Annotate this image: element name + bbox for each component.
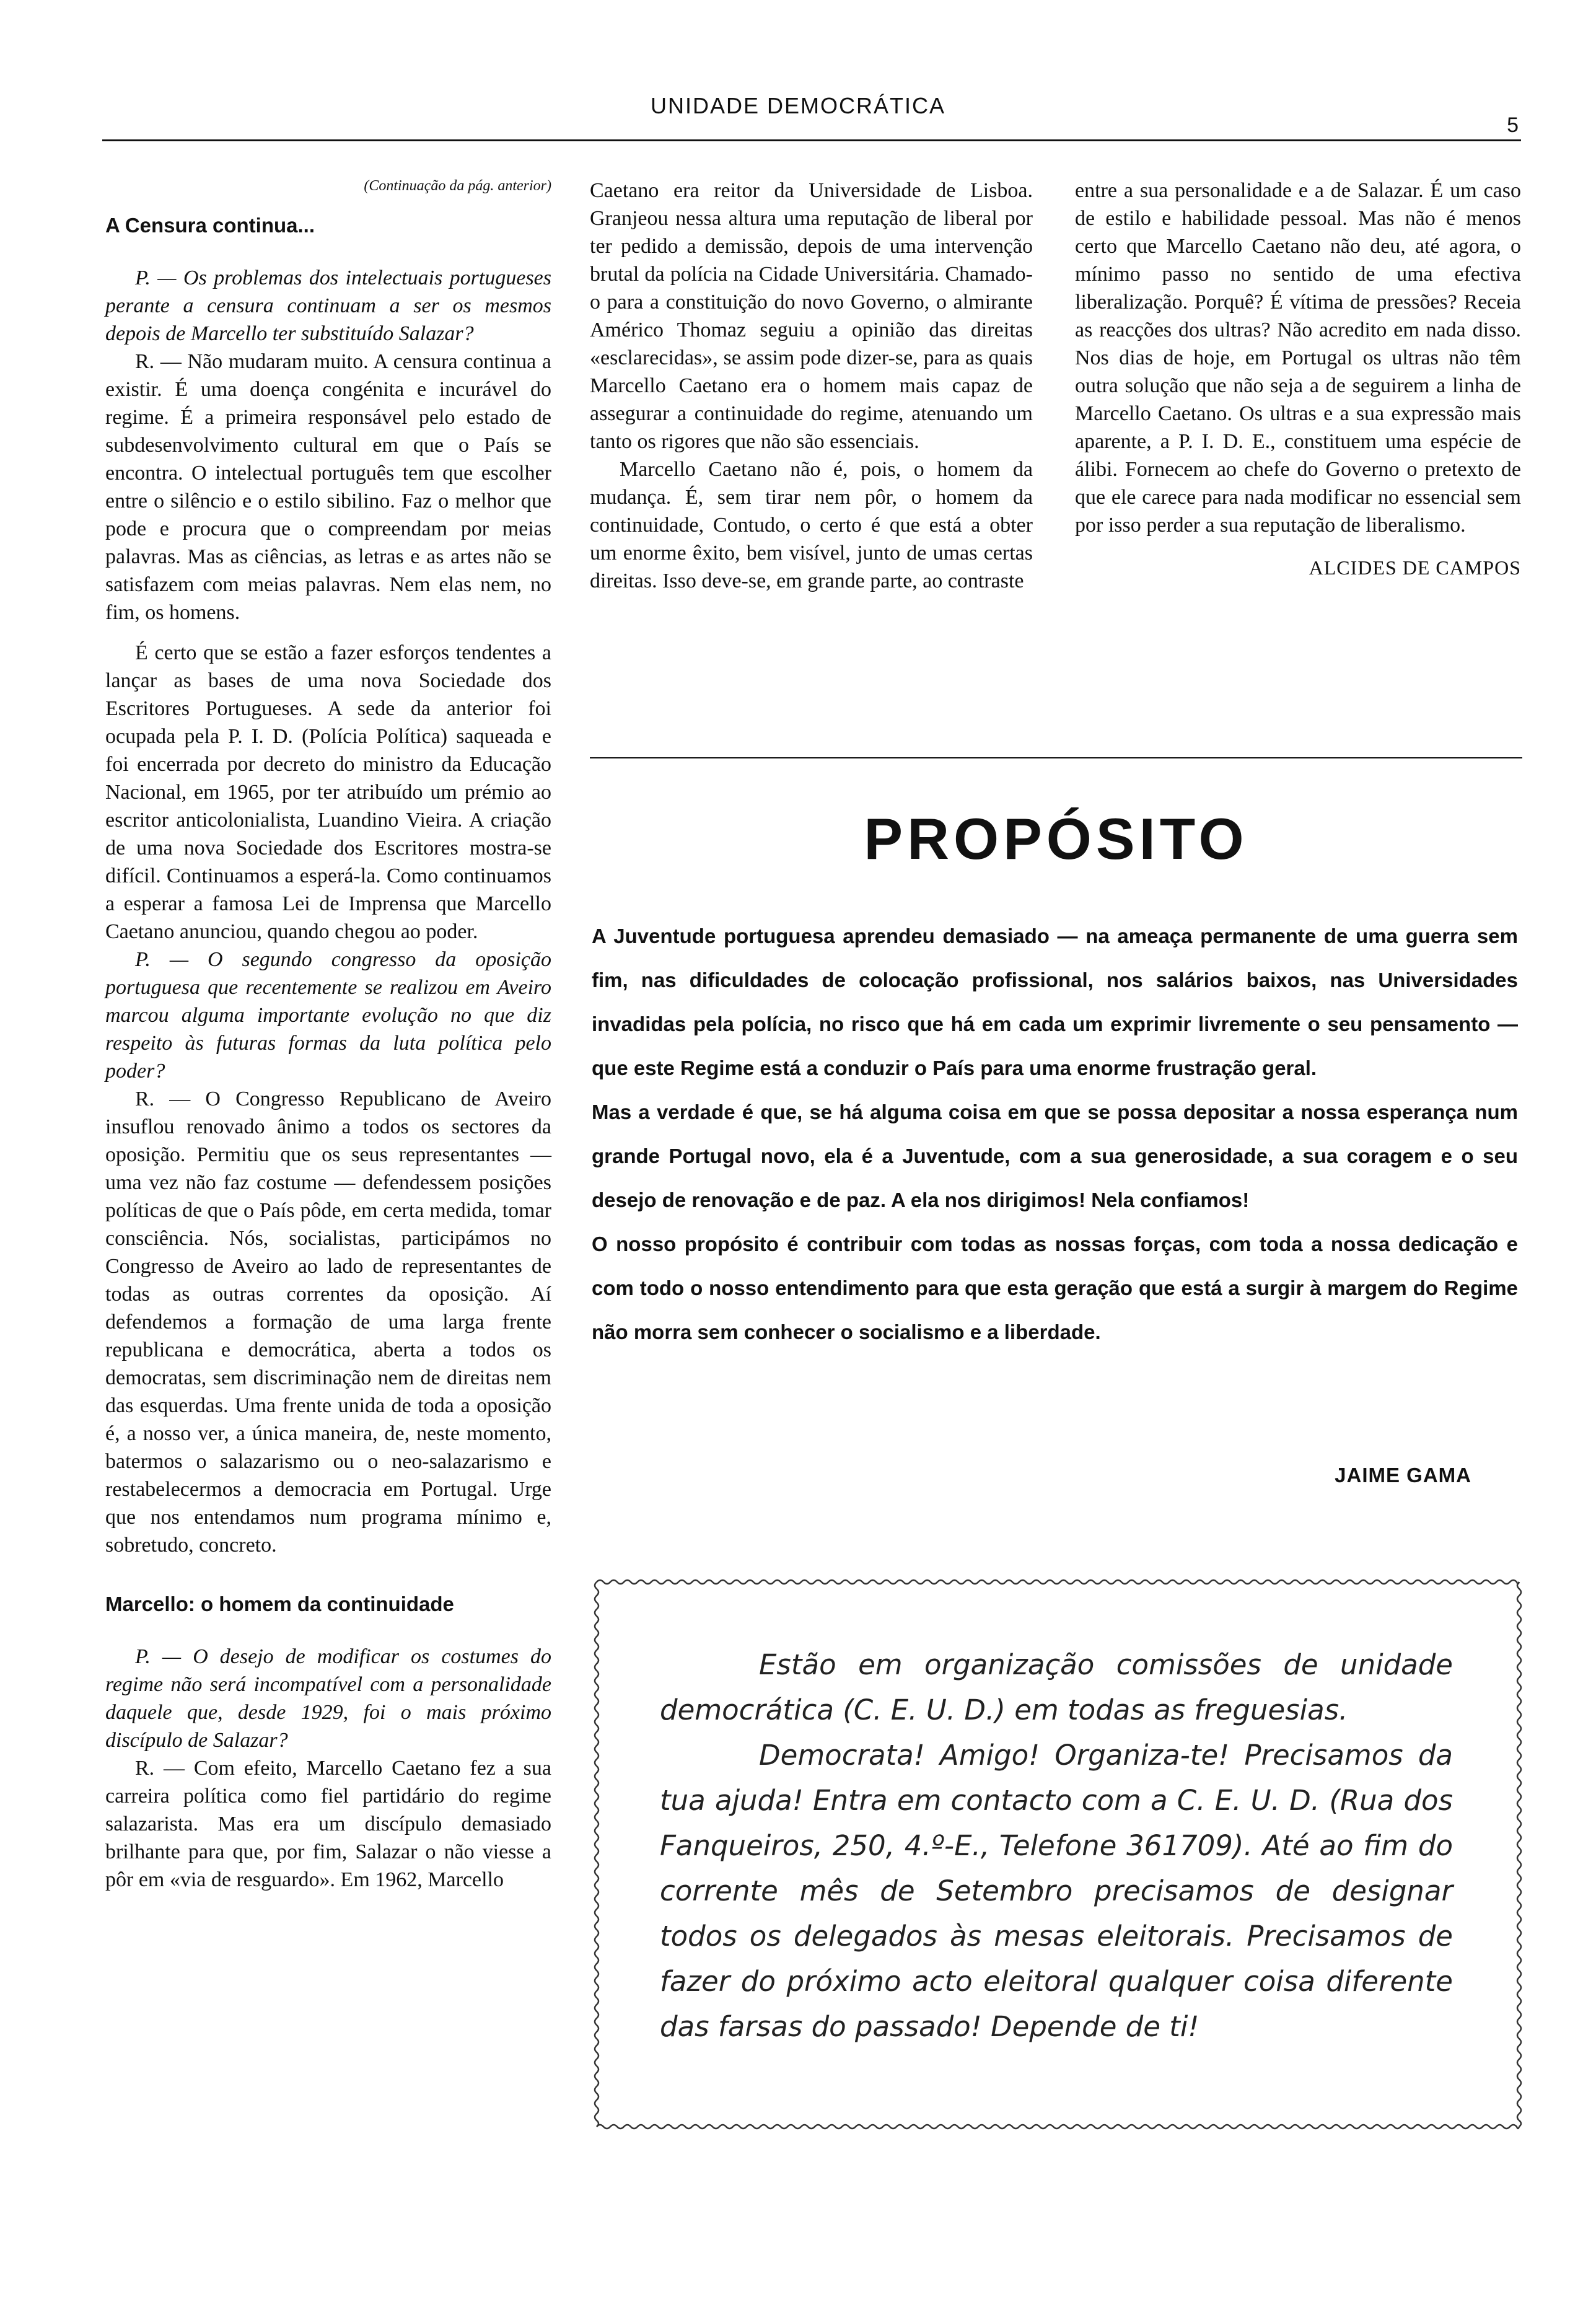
page-number: 5 <box>1507 113 1519 137</box>
interview-answer: R. — Não mudaram muito. A censura continua a existir. É uma doença congénita e incurável do regime. É a primeira responsável pelo estado de subdesenvolvimento cultural em que o País se encontra. O intelectual português tem que escolher entre o silêncio e o estilo sibilino. Faz o melhor que pode e procura que o compreendam por meias palavras. Mas as ciências, as letras e as artes não se satisfazem com meias palavras. Nem elas nem, no fim, os homens. <box>105 350 551 624</box>
column-1 <box>105 177 551 1894</box>
continuation-note: (Continuação da pág. anterior) <box>364 178 551 194</box>
notice-paragraph: Estão em organização comissões de unidade democrática (C. E. U. D.) em todas as freguesias. <box>660 1648 1453 1726</box>
interview-answer: R. — Com efeito, Marcello Caetano fez a sua carreira política como fiel partidário do regime salazarista. Mas era um discípulo demasiado brilhante para que, por fim, Salazar o não viesse a pôr em «via de resguardo». Em 1962, Marcello <box>105 1757 551 1891</box>
column-3 <box>1075 177 1521 582</box>
article-paragraph: Marcello Caetano não é, pois, o homem da mudança. É, sem tirar nem pôr, o homem da continuidade, Contudo, o certo é que está a obter um enorme êxito, bem visível, junto de umas certas direitas. Isso deve-se, em grande parte, ao contraste <box>590 458 1033 592</box>
interview-question: P. — O segundo congresso da oposição portuguesa que recentemente se realizou em Aveiro marcou alguma importante evolução no que diz respeito às futuras formas da luta política pelo poder? <box>105 948 551 1083</box>
section-divider <box>590 757 1522 758</box>
article-paragraph: entre a sua personalidade e a de Salazar. É um caso de estilo e habilidade pessoal. Mas não é menos certo que Marcello Caetano não deu, até agora, o mínimo passo no sentido de uma efectiva liberalização. Porquê? É vítima de pressões? Receia as reacções dos ultras? Não acredito em nada disso. Nos dias de hoje, em Portugal os ultras não têm outra solução que não seja a de seguirem a linha de Marcello Caetano. Os ultras e a sua expressão mais aparente, a P. I. D. E., constituem uma espécie de álibi. Fornecem ao chefe do Governo o pretexto de que ele carece para nada modificar no essencial sem por isso perder a sua reputação de liberalismo. <box>1075 179 1521 537</box>
interview-question: P. — O desejo de modificar os costumes do regime não será incompatível com a personalidade daquele que, desde 1929, foi o mais próximo discípulo de Salazar? <box>105 1645 551 1752</box>
article-subheading-marcello: Marcello: o homem da continuidade <box>105 1593 454 1615</box>
article-paragraph: É certo que se estão a fazer esforços tendentes a lançar as bases de uma nova Sociedade dos Escritores Portugueses. A sede da anterior foi ocupada pela P. I. D. (Polícia Política) saqueada e foi encerrada por decreto do ministro da Educação Nacional, em 1965, por ter atribuído um prémio ao escritor anticolonialista, Luandino Vieira. A criação de uma nova Sociedade dos Escritores mostra-se difícil. Continuamos a esperá-la. Como continuamos a esperar a famosa Lei de Imprensa que Marcello Caetano anunciou, quando chegou ao poder. <box>105 641 551 943</box>
article-paragraph: Mas a verdade é que, se há alguma coisa em que se possa depositar a nossa esperança num grande Portugal novo, ela é a Juventude, com a sua generosidade, a sua coragem e o seu desejo de renovação e de paz. A ela nos dirigimos! Nela confiamos! <box>592 1101 1518 1211</box>
newspaper-title: UNIDADE DEMOCRÁTICA <box>650 93 946 118</box>
notice-box <box>592 1577 1524 2132</box>
header-rule <box>102 139 1521 141</box>
interview-question: P. — Os problemas dos intelectuais portugueses perante a censura continuam a ser os mesmos depois de Marcello ter substituído Salazar? <box>105 266 551 345</box>
article-paragraph: O nosso propósito é contribuir com todas as nossas forças, com toda a nossa dedicação e com todo o nosso entendimento para que esta geração que está a surgir à margem do Regime não morra sem conhecer o socialismo e a liberdade. <box>592 1232 1518 1343</box>
proposito-body <box>592 914 1518 1354</box>
article-paragraph: Caetano era reitor da Universidade de Lisboa. Granjeou nessa altura uma reputação de liberal por ter pedido a demissão, depois de uma intervenção brutal da polícia na Cidade Universitária. Chamado-o para a constituição do novo Governo, o almirante Américo Thomaz seguiu a opinião das direitas «esclarecidas», se assim pode dizer-se, para as quais Marcello Caetano era o homem mais capaz de assegurar a continuidade do regime, atenuando um tanto os rigores que não são essenciais. <box>590 179 1033 453</box>
column-2 <box>590 177 1033 595</box>
article-title-proposito: PROPÓSITO <box>864 806 1248 871</box>
notice-text <box>660 1642 1453 2049</box>
article-heading-censura: A Censura continua... <box>105 214 315 237</box>
notice-paragraph: Democrata! Amigo! Organiza-te! Precisamos da tua ajuda! Entra em contacto com a C. E. U. D. (Rua dos Fanqueiros, 250, 4.º-E., Telefone 361709). Até ao fim do corrente mês de Setembro precisamos de designar todos os delegados às mesas eleitorais. Precisamos de fazer do próximo acto eleitoral qualquer coisa diferente das farsas do passado! Depende de ti! <box>660 1739 1453 2043</box>
author-signature: JAIME GAMA <box>1335 1464 1471 1487</box>
interview-answer: R. — O Congresso Republicano de Aveiro insuflou renovado ânimo a todos os sectores da oposição. Permitiu que os seus representantes — uma vez não faz costume — defendessem posições políticas de que o País pôde, em certa medida, tomar consciência. Nós, socialistas, participámos no Congresso de Aveiro ao lado de representantes de todas as outras correntes da oposição. Aí defendemos a formação de uma larga frente republicana e democrática, aberta a todos os democratas, sem discriminação nem de direitas nem das esquerdas. Uma frente unida de toda a oposição é, a nosso ver, a única maneira, de, neste momento, batermos o salazarismo ou o neo-salazarismo e restabelecermos a democracia em Portugal. Urge que nos entendamos num programa mínimo e, sobretudo, concreto. <box>105 1088 551 1557</box>
article-paragraph: A Juventude portuguesa aprendeu demasiado — na ameaça permanente de uma guerra sem fim, nas dificuldades de colocação profissional, nos salários baixos, nas Universidades invadidas pela polícia, no risco que há em cada um exprimir livremente o seu pensamento — que este Regime está a conduzir o País para uma enorme frustração geral. <box>592 925 1518 1079</box>
author-signature: ALCIDES DE CAMPOS <box>1309 556 1521 579</box>
